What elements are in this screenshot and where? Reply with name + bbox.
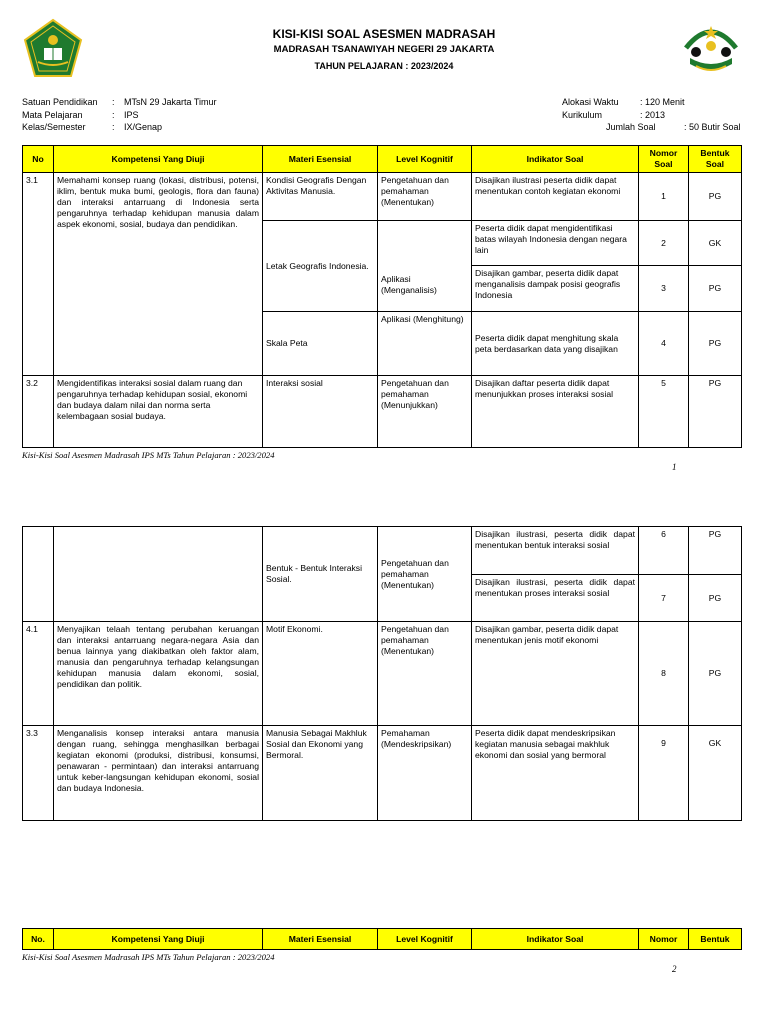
cell-bentuk: PG [689,527,742,575]
cell-level: Aplikasi (Menghitung) [378,312,472,376]
col-no: No [23,146,54,173]
cell-kompetensi: Menganalisis konsep interaksi antara manusia dengan ruang, sehingga menghasilkan berbagai kegiatan ekonomi (produksi, distribusi, konsumsi, penawaran - permintaan) dan interaksi antarruang untuk keber-langsungan kehidupan ekonomi, sosial dan budaya Indonesia. [54,726,263,821]
document-title: KISI-KISI SOAL ASESMEN MADRASAH [272,27,496,41]
cell-level: Pengetahuan dan pemahaman (Menentukan) [378,173,472,221]
col-kompetensi: Kompetensi Yang Diuji [54,146,263,173]
cell-nomor: 9 [639,726,689,821]
table-row [23,527,742,575]
footer-text: Kisi-Kisi Soal Asesmen Madrasah IPS MTs Tahun Pelajaran : 2023/2024 [22,952,275,962]
cell-materi: Skala Peta [263,312,378,376]
col-bentuk: Bentuk Soal [689,146,742,173]
cell-indikator: Peserta didik dapat menghitung skala peta berdasarkan data yang disajikan [472,312,639,376]
info-left: Satuan Pendidikan : MTsN 29 Jakarta Timur Mata Pelajaran : IPS Kelas/Semester : IX/Genap [22,97,217,132]
school-name: MADRASAH TSANAWIYAH NEGERI 29 JAKARTA [273,44,495,55]
cell-indikator: Disajikan ilustrasi peserta didik dapat menentukan contoh kegiatan ekonomi [472,173,639,221]
table-header-row [23,146,742,173]
cell-bentuk: PG [689,622,742,726]
cell-bentuk: PG [689,575,742,622]
mapel-value: IPS [124,109,139,120]
cell-no [23,527,54,622]
table-row [23,622,742,726]
cell-nomor: 1 [639,173,689,221]
cell-no: 3.1 [23,173,54,376]
col-level: Level Kognitif [378,146,472,173]
col-nomor: Nomor [639,929,689,950]
cell-materi: Motif Ekonomi. [263,622,378,726]
table-row [23,173,742,221]
col-indikator: Indikator Soal [472,929,639,950]
col-bentuk: Bentuk [689,929,742,950]
cell-materi: Bentuk - Bentuk Interaksi Sosial. [263,527,378,622]
alokasi-label: Alokasi Waktu [562,97,619,107]
alokasi-value: : 120 Menit [640,97,685,107]
jumlah-label: Jumlah Soal [606,122,656,132]
cell-materi: Interaksi sosial [263,376,378,448]
cell-level: Pengetahuan dan pemahaman (Menentukan) [378,622,472,726]
table-header-row [23,929,742,950]
cell-level: Aplikasi (Menganalisis) [378,221,472,312]
cell-no: 3.2 [23,376,54,448]
cell-bentuk: PG [689,266,742,312]
col-materi: Materi Esensial [263,929,378,950]
cell-bentuk: GK [689,221,742,266]
col-materi: Materi Esensial [263,146,378,173]
cell-indikator: Disajikan gambar, peserta didik dapat menganalisis dampak posisi geografis Indonesia [472,266,639,312]
cell-kompetensi: Menyajikan telaah tentang perubahan keruangan dan interaksi antarruang negara-negara Asia dan benua lainnya yang diakibatkan oleh faktor alam, manusia dan pengaruhnya terhadap kelangsungan kehidupan manusia dalam ekonomi, sosial, pendidikan dan politik. [54,622,263,726]
cell-no: 4.1 [23,622,54,726]
cell-nomor: 2 [639,221,689,266]
cell-bentuk: PG [689,376,742,448]
cell-materi: Kondisi Geografis Dengan Aktivitas Manusia. [263,173,378,221]
table-row [23,726,742,821]
cell-indikator: Peserta didik dapat mengidentifikasi batas wilayah Indonesia dengan negara lain [472,221,639,266]
kelas-value: IX/Genap [124,122,163,132]
table-row [23,376,742,448]
kurikulum-label: Kurikulum [562,109,603,120]
cell-level: Pemahaman (Mendeskripsikan) [378,726,472,821]
cell-indikator: Disajikan gambar, peserta didik dapat menentukan jenis motif ekonomi [472,622,639,726]
cell-kompetensi: Mengidentifikas interaksi sosial dalam ruang dan pengaruhnya terhadap kehidupan sosial, ekonomi dan budaya dalam nilai dan norma serta kelembagaan sosial budaya. [54,376,263,448]
cell-nomor: 8 [639,622,689,726]
col-no: No. [23,929,54,950]
footer-text: Kisi-Kisi Soal Asesmen Madrasah IPS MTs Tahun Pelajaran : 2023/2024 [22,450,275,460]
jumlah-value: : 50 Butir Soal [684,122,741,132]
cell-bentuk: GK [689,726,742,821]
kurikulum-value: : 2013 [640,109,666,120]
kisi-table-page1 [22,145,742,448]
cell-indikator: Disajikan daftar peserta didik dapat menunjukkan proses interaksi sosial [472,376,639,448]
satuan-label: Satuan Pendidikan [22,97,98,107]
kelas-label: Kelas/Semester [22,122,86,132]
info-right [562,96,747,134]
cell-nomor: 7 [639,575,689,622]
cell-indikator: Disajikan ilustrasi, peserta didik dapat menentukan bentuk interaksi sosial [472,527,639,575]
page-number: 1 [672,462,677,472]
academic-year: TAHUN PELAJARAN : 2023/2024 [314,61,454,71]
cell-nomor: 3 [639,266,689,312]
cell-materi: Letak Geografis Indonesia. [263,221,378,312]
cell-bentuk: PG [689,312,742,376]
satuan-value: MTsN 29 Jakarta Timur [124,97,217,107]
cell-nomor: 5 [639,376,689,448]
cell-no: 3.3 [23,726,54,821]
cell-nomor: 6 [639,527,689,575]
kisi-table-page2 [22,526,742,821]
mapel-label: Mata Pelajaran [22,109,83,120]
cell-nomor: 4 [639,312,689,376]
cell-indikator: Peserta didik dapat mendeskripsikan kegiatan manusia sebagai makhluk ekonomi dan sosial yang bermoral [472,726,639,821]
cell-indikator: Disajikan ilustrasi, peserta didik dapat menentukan proses interaksi sosial [472,575,639,622]
cell-materi: Manusia Sebagai Makhluk Sosial dan Ekonomi yang Bermoral. [263,726,378,821]
cell-level: Pengetahuan dan pemahaman (Menunjukkan) [378,376,472,448]
col-indikator: Indikator Soal [472,146,639,173]
cell-bentuk: PG [689,173,742,221]
col-kompetensi: Kompetensi Yang Diuji [54,929,263,950]
cell-kompetensi [54,527,263,622]
cell-level: Pengetahuan dan pemahaman (Menentukan) [378,527,472,622]
cell-kompetensi: Memahami konsep ruang (lokasi, distribusi, potensi, iklim, bentuk muka bumi, geologis, flora dan fauna) dan interaksi antarruang di Indonesia serta pengaruhnya terhadap kehidupan manusia dalam aspek ekonomi, sosial, budaya dan pendidikan. [54,173,263,376]
page-number: 2 [672,964,677,974]
kisi-table-page3-header [22,928,742,950]
col-level: Level Kognitif [378,929,472,950]
col-nomor: Nomor Soal [639,146,689,173]
